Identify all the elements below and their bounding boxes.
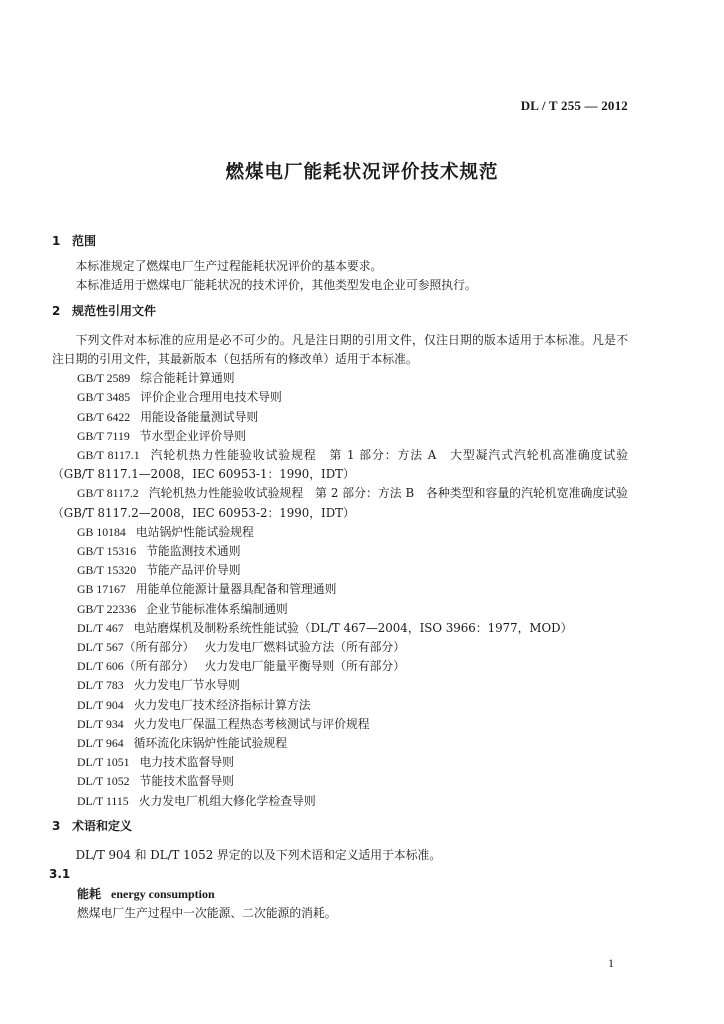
reference-item	[52, 792, 628, 811]
reference-code: DL/T 964	[77, 736, 124, 751]
reference-code: DL/T 1115	[77, 793, 129, 808]
reference-item	[52, 715, 628, 734]
reference-code: DL/T 934	[77, 716, 124, 731]
reference-item	[52, 523, 628, 542]
reference-item	[52, 427, 628, 446]
reference-title: 节能监测技术通则	[146, 544, 241, 559]
reference-code: DL/T 783	[77, 678, 124, 693]
document-title: 燃煤电厂能耗状况评价技术规范	[225, 162, 499, 183]
section-title: 术语和定义	[72, 818, 133, 833]
reference-title: 企业节能标准体系编制通则	[146, 601, 288, 616]
section-2-heading	[52, 302, 628, 321]
reference-title: 评价企业合理用电技术导则	[140, 390, 282, 405]
reference-title: 节能技术监督导则	[139, 774, 234, 789]
reference-item	[52, 696, 628, 715]
reference-title: 火力发电厂节水导则	[133, 678, 240, 693]
reference-title: 电站锅炉性能试验规程	[135, 524, 254, 539]
reference-title: 循环流化床锅炉性能试验规程	[133, 736, 288, 751]
reference-title: 综合能耗计算通则	[140, 371, 235, 386]
reference-code: GB/T 15316	[77, 544, 137, 559]
reference-item	[52, 619, 628, 638]
reference-item	[52, 542, 628, 561]
reference-title: 火力发电厂机组大修化学检查导则	[138, 793, 316, 808]
page-number: 1	[608, 956, 614, 970]
reference-item	[52, 580, 628, 599]
reference-code: GB/T 8117.2	[77, 486, 139, 501]
reference-title: 汽轮机热力性能验收试验规程 第 1 部分：方法 A 大型凝汽式汽轮机高准确度试验（GB/T 8117.1—2008，IEC 60953-1：1990，IDT）	[52, 448, 628, 482]
reference-title: 火力发电厂技术经济指标计算方法	[133, 697, 311, 712]
reference-code: GB/T 2589	[77, 371, 131, 386]
reference-item	[52, 734, 628, 753]
reference-item	[52, 600, 628, 619]
reference-item	[52, 484, 628, 522]
section-number: 3	[52, 818, 61, 833]
subsection-number: 3.1	[49, 867, 71, 882]
reference-title: 电力技术监督导则	[139, 755, 234, 770]
reference-title: 节水型企业评价导则	[139, 428, 246, 443]
reference-code: DL/T 606（所有部分）	[77, 659, 195, 674]
term-english: energy consumption	[111, 886, 215, 901]
section-1-paragraph-2: 本标准适用于燃煤电厂能耗状况的技术评价，其他类型发电企业可参照执行。	[75, 278, 477, 293]
document-body	[49, 232, 628, 923]
reference-title: 电站磨煤机及制粉系统性能试验（DL/T 467—2004，ISO 3966：1977，MOD）	[133, 620, 573, 635]
reference-title: 火力发电厂保温工程热态考核测试与评价规程	[133, 716, 370, 731]
reference-code: DL/T 1052	[77, 774, 130, 789]
reference-item	[52, 753, 628, 772]
reference-item	[52, 446, 628, 484]
reference-item	[52, 408, 628, 427]
reference-title: 用能单位能源计量器具配备和管理通则	[135, 582, 337, 597]
reference-title: 节能产品评价导则	[146, 563, 241, 578]
term-definition: 燃煤电厂生产过程中一次能源、二次能源的消耗。	[77, 905, 337, 920]
term-chinese: 能耗	[77, 886, 102, 901]
reference-item	[52, 561, 628, 580]
reference-code: GB 10184	[77, 524, 126, 539]
section-2-intro: 下列文件对本标准的应用是必不可少的。凡是注日期的引用文件，仅注日期的版本适用于本标准。凡是不注日期的引用文件，其最新版本（包括所有的修改单）适用于本标准。	[52, 332, 628, 367]
section-title: 范围	[72, 234, 97, 248]
reference-item	[52, 369, 628, 388]
reference-code: DL/T 567（所有部分）	[77, 640, 195, 655]
section-number: 2	[52, 303, 61, 318]
reference-code: DL/T 467	[77, 620, 124, 635]
reference-code: GB/T 15320	[77, 563, 137, 578]
reference-item	[52, 388, 628, 407]
reference-code: GB/T 22336	[77, 601, 137, 616]
section-number: 1	[52, 234, 61, 248]
section-3-heading	[52, 817, 628, 836]
reference-title: 火力发电厂燃料试验方法（所有部分）	[204, 640, 405, 655]
reference-title: 汽轮机热力性能验收试验规程 第 2 部分：方法 B 各种类型和容量的汽轮机宽准确度试验（GB/T 8117.2—2008，IEC 60953-2：1990，IDT）	[52, 486, 628, 520]
reference-code: DL/T 1051	[77, 755, 130, 770]
reference-item	[52, 638, 628, 657]
reference-item	[52, 657, 628, 676]
section-1-paragraph-1: 本标准规定了燃煤电厂生产过程能耗状况评价的基本要求。	[75, 259, 383, 274]
reference-title: 火力发电厂能量平衡导则（所有部分）	[204, 659, 405, 674]
reference-code: GB/T 8117.1	[77, 448, 140, 463]
reference-item	[52, 772, 628, 791]
standard-code: DL / T 255 — 2012	[520, 98, 628, 113]
reference-code: GB/T 3485	[77, 390, 131, 405]
reference-item	[52, 676, 628, 695]
section-title: 规范性引用文件	[72, 303, 157, 318]
reference-code: GB 17167	[77, 582, 126, 597]
reference-code: GB/T 7119	[77, 428, 130, 443]
reference-title: 用能设备能量测试导则	[140, 409, 259, 424]
reference-code: GB/T 6422	[77, 409, 131, 424]
reference-code: DL/T 904	[77, 697, 124, 712]
section-1-heading	[52, 232, 628, 251]
section-3-intro: DL/T 904 和 DL/T 1052 界定的以及下列术语和定义适用于本标准。	[75, 848, 442, 863]
term-entry	[52, 885, 628, 904]
